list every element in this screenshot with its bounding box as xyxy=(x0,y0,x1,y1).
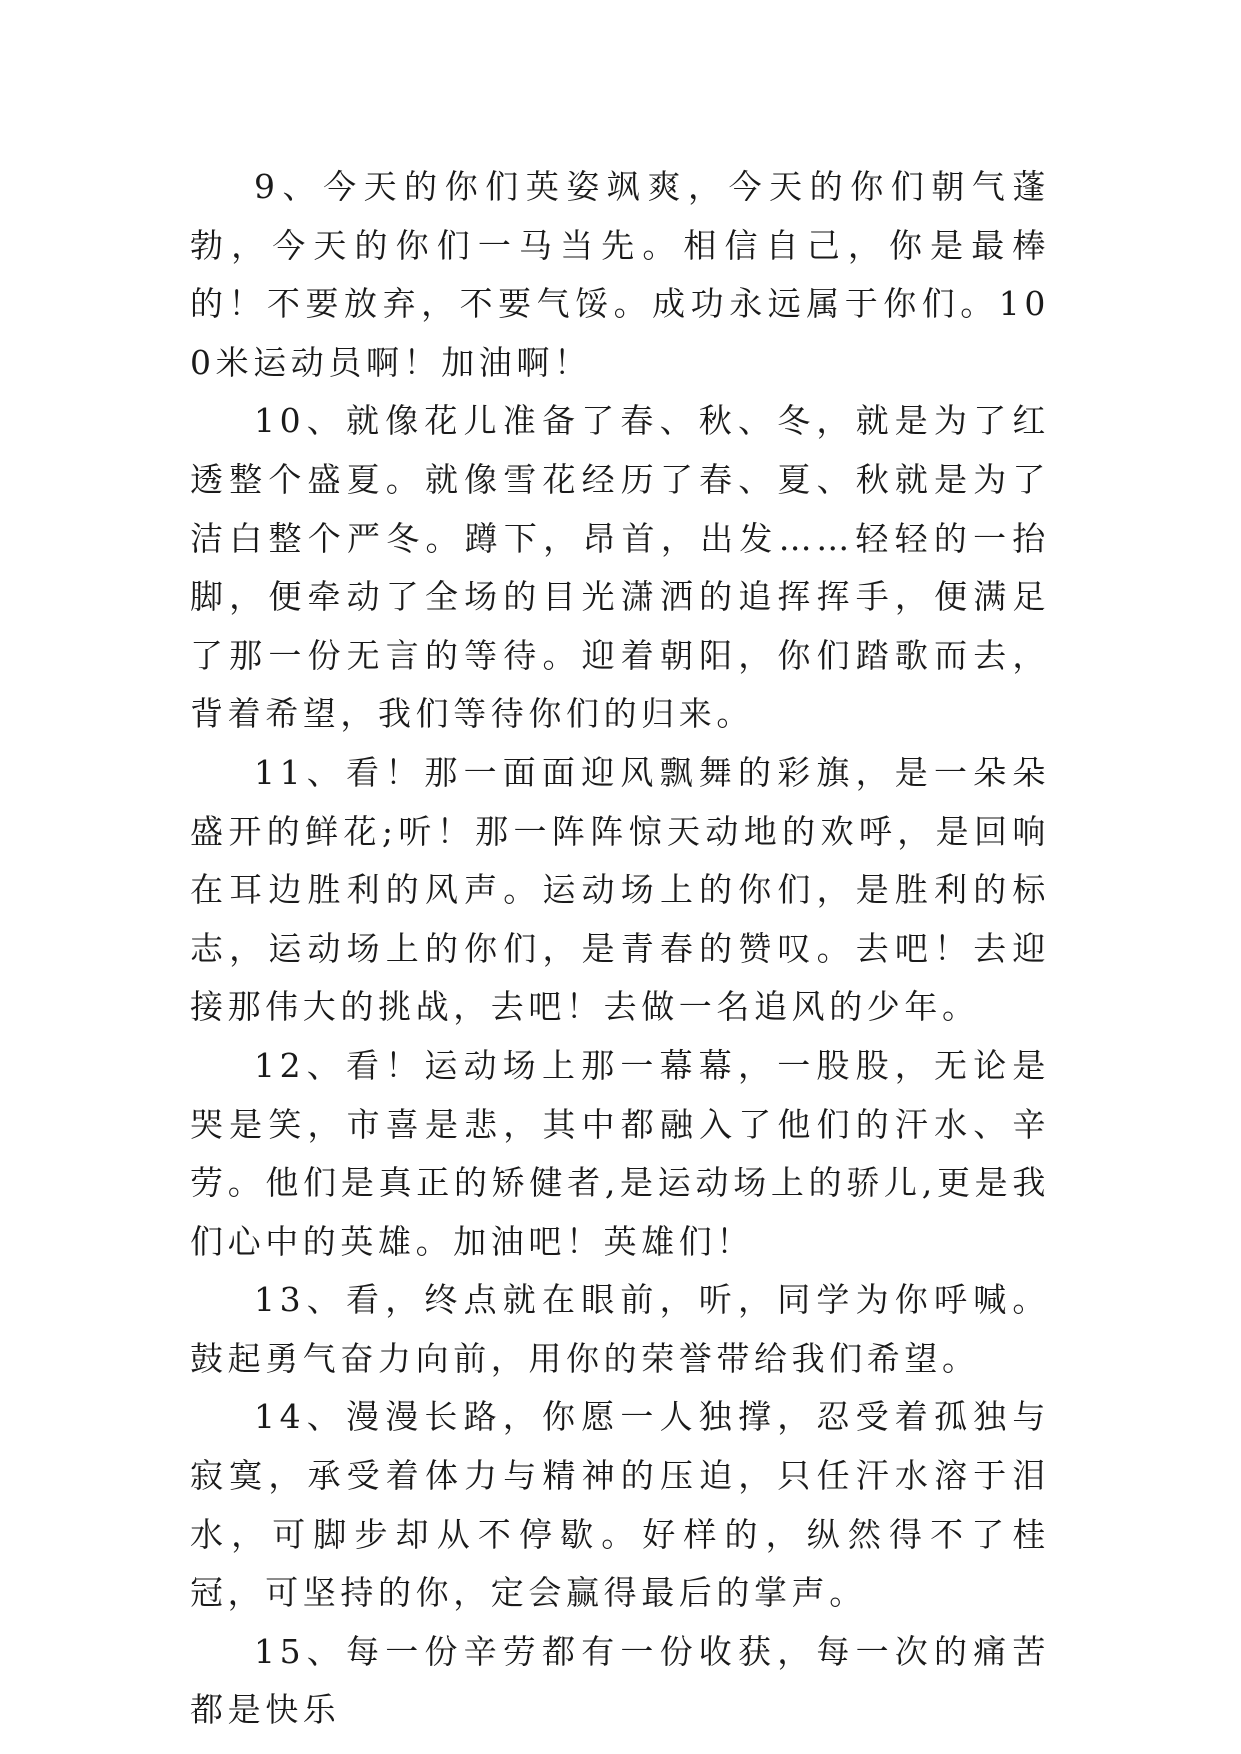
document-body xyxy=(190,158,1050,1740)
paragraph-15: 15、每一份辛劳都有一份收获，每一次的痛苦都是快乐 xyxy=(190,1631,1050,1730)
paragraph-13: 13、看，终点就在眼前，听，同学为你呼喊。鼓起勇气奋力向前，用你的荣誉带给我们希望。 xyxy=(190,1280,1050,1378)
paragraph-14: 14、漫漫长路，你愿一人独撑，忍受着孤独与寂寞，承受着体力与精神的压迫，只任汗水溶于泪水，可脚步却从不停歇。好样的，纵然得不了桂冠，可坚持的你，定会赢得最后的掌声。 xyxy=(190,1397,1050,1613)
paragraph-11: 11、看！那一面面迎风飘舞的彩旗，是一朵朵盛开的鲜花;听！那一阵阵惊天动地的欢呼，是回响在耳边胜利的风声。运动场上的你们，是胜利的标志，运动场上的你们，是青春的赞叹。去吧！去迎接那伟大的挑战，去吧！去做一名追风的少年。 xyxy=(190,752,1050,1027)
paragraph-10: 10、就像花儿准备了春、秋、冬，就是为了红透整个盛夏。就像雪花经历了春、夏、秋就是为了洁白整个严冬。蹲下，昂首，出发……轻轻的一抬脚，便牵动了全场的目光潇洒的追挥挥手，便满足了那一份无言的等待。迎着朝阳，你们踏歌而去，背着希望，我们等待你们的归来。 xyxy=(190,401,1050,734)
paragraph-9: 9、今天的你们英姿飒爽，今天的你们朝气蓬勃，今天的你们一马当先。相信自己，你是最棒的！不要放弃，不要气馁。成功永远属于你们。100米运动员啊！加油啊！ xyxy=(190,167,1050,382)
paragraph-12: 12、看！运动场上那一幕幕，一股股，无论是哭是笑，市喜是悲，其中都融入了他们的汗水、辛劳。他们是真正的矫健者,是运动场上的骄儿,更是我们心中的英雄。加油吧！英雄们！ xyxy=(190,1045,1050,1261)
